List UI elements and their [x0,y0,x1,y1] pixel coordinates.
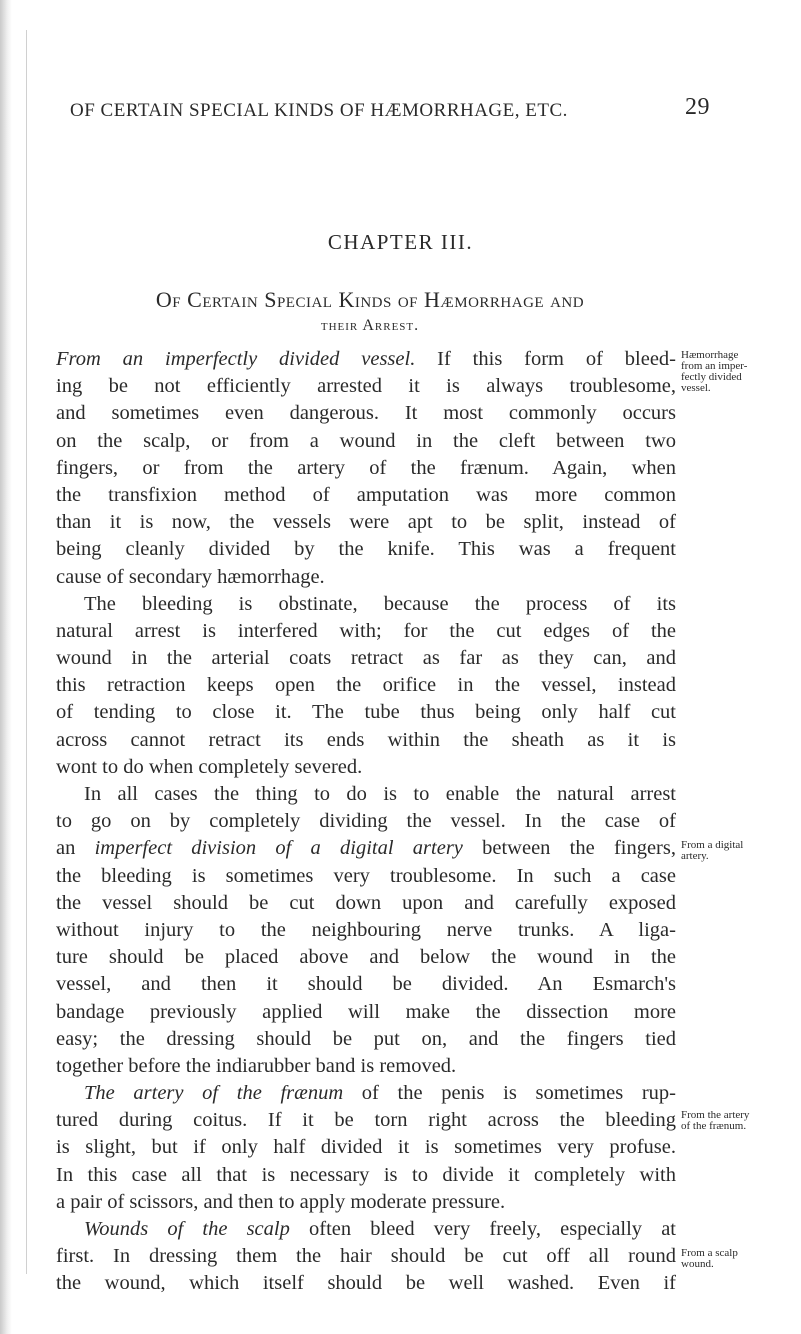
text-span: cause of secondary hæmorrhage. [56,565,325,588]
text-span: a pair of scissors, and then to apply moderate pressure. [56,1190,506,1213]
section-heading-line-1: Of Certain Special Kinds of Hæmorrhage and [155,287,585,312]
text-line [56,672,676,699]
text-span: across cannot retract its ends within the sheath as it is [56,728,676,751]
text-line [56,835,676,862]
section-heading [70,287,670,339]
text-span: without injury to the neighbouring nerve trunks. A liga- [56,918,676,941]
text-span: natural arrest is interfered with; for the cut edges of the [56,619,676,642]
text-line [56,944,676,971]
text-line [56,482,676,509]
side-note-line: artery. [681,850,709,862]
text-line [56,1053,676,1080]
page-crease [26,30,27,1274]
text-span: than it is now, the vessels were apt to be split, instead of [56,511,676,534]
text-span: together before the indiarubber band is removed. [56,1054,457,1077]
text-span: being cleanly divided by the knife. This was a frequent [56,538,676,561]
text-span: ing be not efficiently arrested it is always troublesome, [56,375,676,398]
running-head [70,94,710,122]
page-number: 29 [685,94,710,120]
text-line [56,699,676,726]
side-note-line: vessel. [681,382,711,394]
text-line [56,754,676,781]
text-line [56,781,676,808]
text-span: the bleeding is sometimes very troublesome. In such a case [56,864,676,887]
text-line [56,618,676,645]
text-span: to go on by completely dividing the vessel. In the case of [56,810,676,833]
text-span: first. In dressing them the hair should be cut off all round [56,1245,676,1268]
text-span: often bleed very freely, especially at [289,1218,676,1240]
side-note-line: of the frænum. [681,1120,747,1132]
text-span: an [56,837,95,860]
text-line [56,863,676,890]
text-span: vessel, and then it should be divided. An Esmarch's [56,973,676,996]
side-note-line: From a scalp [681,1247,738,1259]
text-span: the vessel should be cut down upon and carefully exposed [56,891,676,914]
text-line [56,509,676,536]
text-line [56,917,676,944]
text-span: easy; the dressing should be put on, and the fingers tied [56,1027,676,1050]
text-line [56,1107,676,1134]
side-note-line: wound. [681,1258,714,1270]
text-line [56,591,676,618]
italic-span: From an imperfectly divided vessel. [56,348,416,370]
text-line [56,999,676,1026]
text-span: ture should be placed above and below the wound in the [56,946,676,969]
text-line [56,645,676,672]
side-note-line: From a digital [681,839,744,851]
italic-span: Wounds of the scalp [84,1218,290,1240]
text-span: and sometimes even dangerous. It most commonly occurs [56,402,676,425]
text-line [56,1189,676,1216]
side-note-line: Hæmorrhage [681,349,739,361]
text-span: wound in the arterial coats retract as far as they can, and [56,647,676,670]
side-note-scalp-wound [681,1248,799,1270]
text-span: In this case all that is necessary is to divide it completely with [56,1163,676,1186]
text-span: this retraction keeps open the orifice in the vessel, instead [56,674,676,697]
text-line [56,1216,676,1243]
text-line [56,564,676,591]
side-note-line: fectly divided [681,371,742,383]
side-note-line: From the artery [681,1109,750,1121]
text-line [56,1134,676,1161]
chapter-title: CHAPTER III. [327,230,474,254]
text-span: between the fingers, [462,837,676,860]
side-note-line: from an imper- [681,360,748,372]
text-line [56,428,676,455]
text-line [56,1162,676,1189]
text-span: the wound, which itself should be well washed. Even if [56,1272,676,1295]
text-span: the transfixion method of amputation was more common [56,483,676,506]
text-line [56,346,676,373]
text-span: bandage previously applied will make the dissection more [56,1000,676,1023]
text-line [56,400,676,427]
text-line [56,808,676,835]
text-span: of tending to close it. The tube thus being only half cut [56,701,676,724]
text-span: fingers, or from the artery of the frænum. Again, when [56,456,676,479]
body-text [56,346,676,1298]
text-line [56,1080,676,1107]
text-span: on the scalp, or from a wound in the cleft between two [56,429,676,452]
side-note-digital-artery [681,840,799,862]
running-head-title: OF CERTAIN SPECIAL KINDS OF HÆMORRHAGE, ETC. [70,100,568,121]
text-line [56,890,676,917]
text-line [56,1270,676,1297]
section-heading-line-2: their Arrest. [320,317,420,334]
text-span: tured during coitus. If it be torn right across the bleeding [56,1109,676,1132]
text-line [56,971,676,998]
text-span: The bleeding is obstinate, because the process of its [84,592,676,615]
italic-span: imperfect division of a digital artery [94,837,463,860]
text-line [56,1243,676,1270]
text-line [56,727,676,754]
text-line [56,536,676,563]
text-line [56,455,676,482]
italic-span: The artery of the frænum [84,1082,344,1105]
text-span: of the penis is sometimes rup- [343,1082,676,1105]
page-edge-shadow [0,0,12,1334]
side-note-frenum-artery [681,1110,799,1132]
text-span: If this form of bleed- [415,348,676,370]
text-span: wont to do when completely severed. [56,755,363,778]
text-line [56,373,676,400]
text-line [56,1026,676,1053]
text-span: In all cases the thing to do is to enable the natural arrest [84,783,676,805]
side-note-imperfect-vessel [681,350,799,394]
text-span: is slight, but if only half divided it is sometimes very profuse. [56,1136,676,1159]
